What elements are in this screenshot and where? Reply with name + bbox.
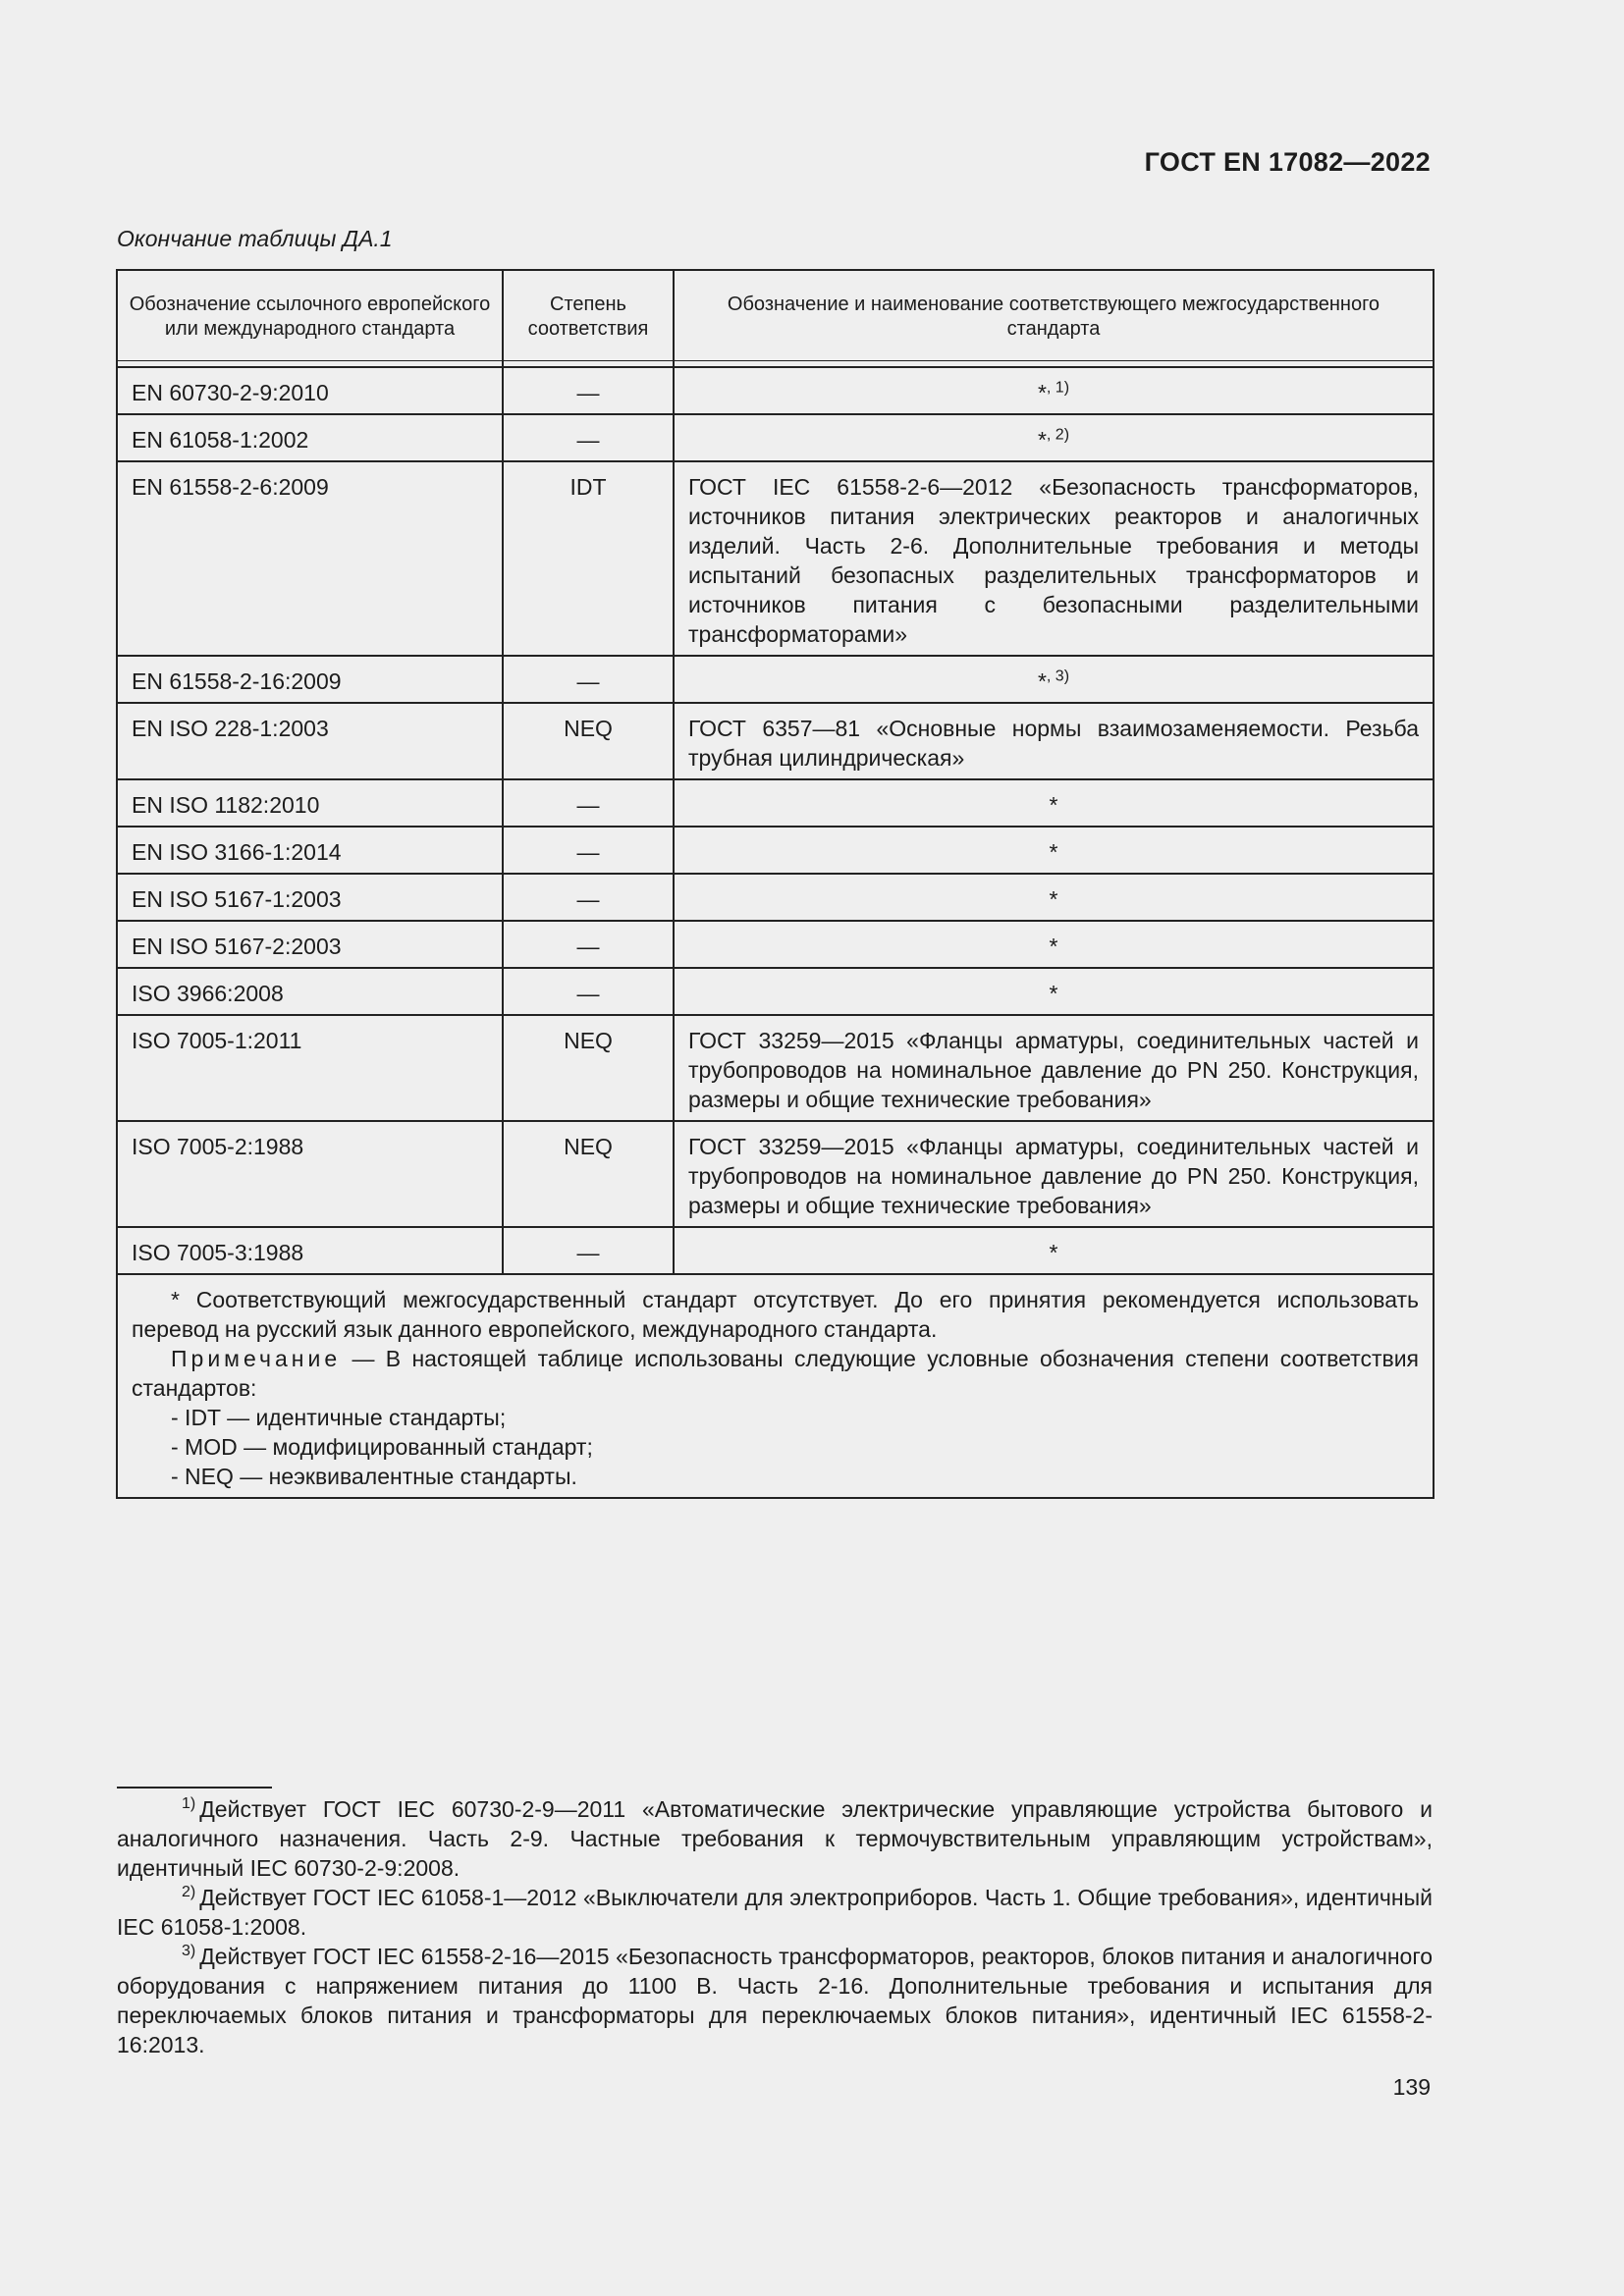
footnote-reference: , 3) (1046, 667, 1070, 685)
footnote-1 (117, 1794, 1433, 1883)
interstate-standard-cell (674, 461, 1434, 656)
interstate-standard-title: ГОСТ 33259—2015 «Фланцы арматуры, соединительных частей и трубопроводов на номинальное давление до PN 250. Конструкция, размеры и общие технические требования» (688, 1134, 1419, 1218)
note-item: - IDT — идентичные стандарты; (171, 1405, 507, 1430)
reference-standard-cell: EN ISO 5167-2:2003 (117, 921, 503, 968)
page-footnotes (117, 1787, 1433, 2059)
degree-cell: — (503, 1227, 674, 1274)
degree-cell: — (503, 367, 674, 414)
degree-cell: — (503, 656, 674, 703)
degree-cell: IDT (503, 461, 674, 656)
table-row (117, 968, 1434, 1015)
table-caption: Окончание таблицы ДА.1 (117, 226, 393, 251)
table-row (117, 1015, 1434, 1121)
reference-standard-cell: EN 60730-2-9:2010 (117, 367, 503, 414)
footnote-mark: 1) (182, 1795, 196, 1813)
interstate-standard-cell (674, 921, 1434, 968)
interstate-standard-title: * (1049, 792, 1058, 818)
interstate-standard-cell (674, 874, 1434, 921)
table-footnote-row (117, 1274, 1434, 1498)
interstate-standard-title: * (1037, 380, 1047, 405)
interstate-standard-title: * (1049, 1240, 1058, 1265)
degree-cell: — (503, 827, 674, 874)
footnote-separator (117, 1787, 272, 1789)
degree-cell: NEQ (503, 1121, 674, 1227)
interstate-standard-cell (674, 1121, 1434, 1227)
reference-standard-cell: EN 61558-2-6:2009 (117, 461, 503, 656)
table-row (117, 1227, 1434, 1274)
table-row (117, 367, 1434, 414)
interstate-standard-cell (674, 656, 1434, 703)
interstate-standard-title: * (1049, 886, 1058, 912)
reference-standard-cell: EN 61058-1:2002 (117, 414, 503, 461)
footnote-2 (117, 1883, 1433, 1942)
interstate-standard-title: ГОСТ 33259—2015 «Фланцы арматуры, соединительных частей и трубопроводов на номинальное давление до PN 250. Конструкция, размеры и общие технические требования» (688, 1028, 1419, 1112)
table-footnote-cell (117, 1274, 1434, 1498)
degree-cell: — (503, 414, 674, 461)
column-header-title: Обозначение и наименование соответствующего межгосударственного стандарта (674, 270, 1434, 361)
table-row (117, 656, 1434, 703)
degree-cell: NEQ (503, 1015, 674, 1121)
interstate-standard-cell (674, 968, 1434, 1015)
interstate-standard-title: * (1049, 839, 1058, 865)
note-label: Примечание (171, 1346, 342, 1371)
table-row (117, 414, 1434, 461)
standards-table (116, 269, 1435, 1499)
note-item: - NEQ — неэквивалентные стандарты. (171, 1464, 577, 1489)
reference-standard-cell: EN ISO 5167-1:2003 (117, 874, 503, 921)
footnote-3 (117, 1942, 1433, 2059)
degree-cell: — (503, 779, 674, 827)
table-header-row (117, 270, 1434, 361)
interstate-standard-title: * (1049, 981, 1058, 1006)
footnote-text: Действует ГОСТ IEC 61558-2-16—2015 «Безопасность трансформаторов, реакторов, блоков питания и аналогичного оборудования с напряжением питания до 1100 В. Часть 2-16. Дополнительные требования и испытания для переключаемых блоков питания и трансформаторы для переключаемых блоков питания», идентичный IEC 61558-2-16:2013. (117, 1944, 1433, 2057)
table-row (117, 827, 1434, 874)
reference-standard-cell: EN ISO 3166-1:2014 (117, 827, 503, 874)
footnote-mark: 3) (182, 1943, 196, 1960)
interstate-standard-cell (674, 779, 1434, 827)
degree-cell: — (503, 874, 674, 921)
interstate-standard-cell (674, 1015, 1434, 1121)
interstate-standard-title: ГОСТ IEC 61558-2-6—2012 «Безопасность трансформаторов, источников питания электрических реакторов и аналогичных изделий. Часть 2-6. Дополнительные требования и методы испытаний безопасных разделительных трансформаторов и источников питания с безопасными разделительными трансформаторами» (688, 474, 1419, 647)
table-note (132, 1344, 1419, 1403)
footnote-reference: , 2) (1046, 426, 1070, 444)
reference-standard-cell: ISO 7005-1:2011 (117, 1015, 503, 1121)
degree-cell: NEQ (503, 703, 674, 779)
table-row (117, 703, 1434, 779)
document-header: ГОСТ EN 17082—2022 (1144, 147, 1431, 177)
table-row (117, 461, 1434, 656)
degree-cell: — (503, 921, 674, 968)
table-row (117, 779, 1434, 827)
footnote-text: Действует ГОСТ IEC 60730-2-9—2011 «Автоматические электрические управляющие устройства бытового и аналогичного назначения. Часть 2-9. Частные требования к термочувствительным управляющим устройствам», идентичный IEC 60730-2-9:2008. (117, 1796, 1433, 1881)
interstate-standard-title: ГОСТ 6357—81 «Основные нормы взаимозаменяемости. Резьба трубная цилиндрическая» (688, 716, 1419, 771)
reference-standard-cell: ISO 7005-2:1988 (117, 1121, 503, 1227)
reference-standard-cell: EN ISO 1182:2010 (117, 779, 503, 827)
interstate-standard-cell (674, 1227, 1434, 1274)
note-item: - MOD — модифицированный стандарт; (171, 1434, 593, 1460)
column-header-reference: Обозначение ссылочного европейского или международного стандарта (117, 270, 503, 361)
reference-standard-cell: EN ISO 228-1:2003 (117, 703, 503, 779)
interstate-standard-cell (674, 414, 1434, 461)
table-row (117, 874, 1434, 921)
table-footnote-text: * Соответствующий межгосударственный стандарт отсутствует. До его принятия рекомендуется использовать перевод на русский язык данного европейского, международного стандарта. (132, 1287, 1419, 1342)
degree-cell: — (503, 968, 674, 1015)
page-number: 139 (1392, 2074, 1431, 2100)
reference-standard-cell: EN 61558-2-16:2009 (117, 656, 503, 703)
footnote-reference: , 1) (1046, 379, 1070, 397)
footnote-text: Действует ГОСТ IEC 61058-1—2012 «Выключатели для электроприборов. Часть 1. Общие требования», идентичный IEC 61058-1:2008. (117, 1885, 1433, 1940)
column-header-degree: Степень соответствия (503, 270, 674, 361)
interstate-standard-cell (674, 827, 1434, 874)
interstate-standard-title: * (1049, 934, 1058, 959)
reference-standard-cell: ISO 7005-3:1988 (117, 1227, 503, 1274)
table-body (117, 367, 1434, 1274)
table-row (117, 1121, 1434, 1227)
interstate-standard-cell (674, 703, 1434, 779)
table-row (117, 921, 1434, 968)
interstate-standard-title: * (1037, 668, 1047, 694)
note-text: — В настоящей таблице использованы следующие условные обозначения степени соответствия стандартов: (132, 1346, 1419, 1401)
interstate-standard-title: * (1037, 427, 1047, 453)
footnote-mark: 2) (182, 1884, 196, 1901)
interstate-standard-cell (674, 367, 1434, 414)
reference-standard-cell: ISO 3966:2008 (117, 968, 503, 1015)
